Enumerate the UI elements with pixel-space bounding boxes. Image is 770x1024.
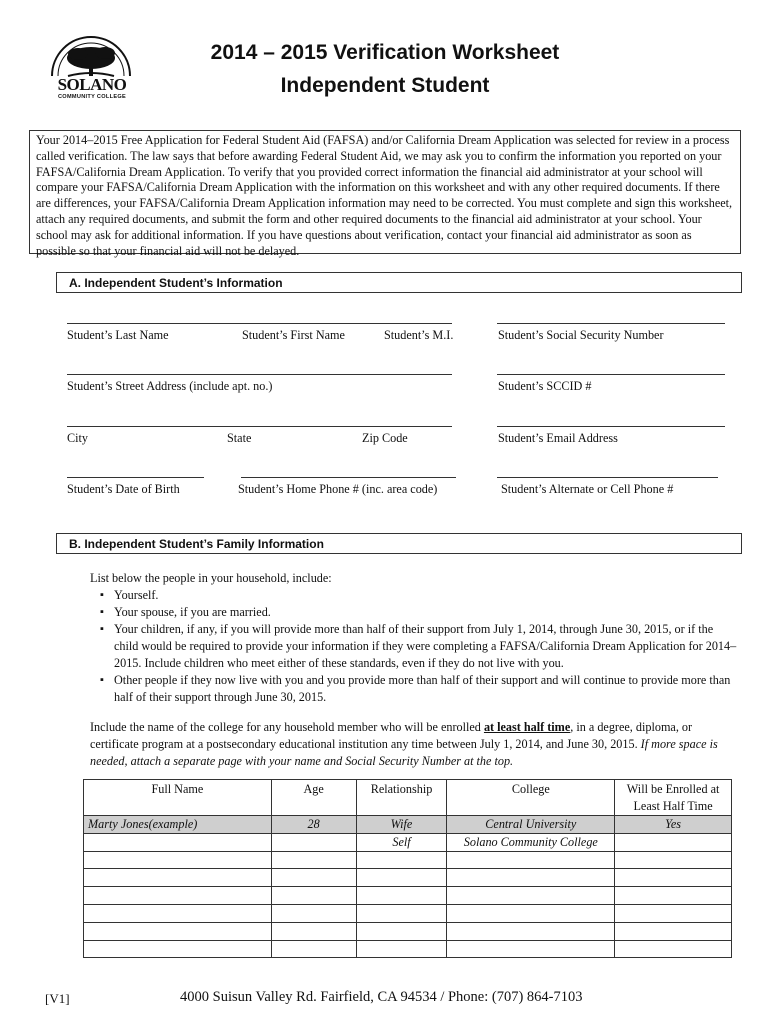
cell-enrolled: Yes [615,816,732,834]
street-label: Student’s Street Address (include apt. no.) [67,379,273,393]
cell-enrolled[interactable] [615,922,732,940]
cell-age[interactable] [271,940,356,958]
cell-relationship[interactable] [356,869,447,887]
table-row[interactable] [84,940,732,958]
footer-address: 4000 Suisun Valley Rd. Fairfield, CA 94534 / Phone: (707) 864-7103 [180,989,583,1005]
cell-college[interactable]: Solano Community College [447,833,615,851]
cell-full-name: Marty Jones(example) [84,816,272,834]
mi-label: Student’s M.I. [384,328,454,342]
household-table [83,779,732,958]
cell-full-name[interactable] [84,833,272,851]
table-row[interactable] [84,922,732,940]
alt-phone-line[interactable] [497,477,718,478]
alt-phone-label: Student’s Alternate or Cell Phone # [501,482,674,496]
email-label: Student’s Email Address [498,431,618,445]
cell-relationship[interactable]: Self [356,833,447,851]
cell-college[interactable] [447,869,615,887]
zip-label: Zip Code [362,431,408,445]
name-line[interactable] [67,323,452,324]
dob-label: Student’s Date of Birth [67,482,180,496]
cell-college[interactable] [447,940,615,958]
cell-enrolled[interactable] [615,887,732,905]
col-header-full-name: Full Name [84,780,272,816]
bullet-item: ▪ Yourself. [90,587,740,604]
ssn-line[interactable] [497,323,725,324]
table-row[interactable] [84,869,732,887]
section-b-heading: B. Independent Student’s Family Information [56,533,742,554]
cell-full-name[interactable] [84,904,272,922]
cell-age: 28 [271,816,356,834]
cell-college[interactable] [447,887,615,905]
family-instructions [90,570,740,770]
cell-relationship[interactable] [356,904,447,922]
list-intro: List below the people in your household, include: [90,571,332,585]
cell-age[interactable] [271,869,356,887]
cell-relationship[interactable] [356,922,447,940]
table-header-row [84,780,732,816]
cell-full-name[interactable] [84,940,272,958]
logo-wordmark: SOLANO [57,75,127,94]
cell-enrolled[interactable] [615,940,732,958]
cell-college[interactable] [447,904,615,922]
dob-line[interactable] [67,477,204,478]
include-college-instruction [90,719,740,770]
household-bullet-list [90,587,740,706]
version-label: [V1] [45,991,70,1006]
cell-age[interactable] [271,904,356,922]
home-phone-label: Student’s Home Phone # (inc. area code) [238,482,438,496]
city-state-zip-line[interactable] [67,426,452,427]
cell-relationship[interactable] [356,940,447,958]
cell-full-name[interactable] [84,869,272,887]
cell-age[interactable] [271,851,356,869]
ssn-label: Student’s Social Security Number [498,328,664,342]
cell-enrolled[interactable] [615,904,732,922]
cell-college[interactable] [447,851,615,869]
title-line-1: 2014 – 2015 Verification Worksheet [210,41,560,64]
cell-full-name[interactable] [84,922,272,940]
cell-enrolled[interactable] [615,869,732,887]
extra-space-note: If more space is needed, attach a separate page with your name and Social Security Number at the top. [90,737,718,768]
col-header-relationship: Relationship [356,780,447,816]
table-row[interactable] [84,851,732,869]
logo-subtitle: COMMUNITY COLLEGE [57,94,127,100]
table-row-example [84,816,732,834]
table-row[interactable] [84,887,732,905]
table-row[interactable] [84,904,732,922]
street-line[interactable] [67,374,452,375]
cell-age[interactable] [271,887,356,905]
cell-enrolled[interactable] [615,851,732,869]
cell-relationship[interactable] [356,851,447,869]
include-text-middle: , in a degree, diploma, or certificate program at a postsecondary educational institution any time between July 1, 2014, and June 30, 2015. [90,720,693,751]
intro-paragraph: Your 2014–2015 Free Application for Federal Student Aid (FAFSA) and/or California Dream Application was selected for review in a process called verification. The law says that before awarding Federal Student Aid, we may ask you to confirm the information you reported on your FAFSA/California Dream Application. To verify that you provided correct information the financial aid administrator at your school will compare your FAFSA/California Dream Application with the information on this worksheet and with any other required documents. If there are differences, your FAFSA/California Dream Application information may need to be corrected. You must complete and sign this worksheet, attach any required documents, and submit the form and other required documents to the financial aid administrator at your school. Your school may ask for additional information. If you have questions about verification, contact your financial aid administrator as soon as possible so that your financial aid will not be delayed. [29,130,741,254]
col-header-enrolled: Will be Enrolled at Least Half Time [615,780,732,816]
sccid-label: Student’s SCCID # [498,379,592,393]
city-label: City [67,431,88,445]
half-time-emphasis: at least half time [483,720,571,734]
sccid-line[interactable] [497,374,725,375]
cell-relationship: Wife [356,816,447,834]
cell-college[interactable] [447,922,615,940]
bullet-item: ▪ Other people if they now live with you and you provide more than half of their support and will continue to provide more than half of their support through June 30, 2015. [90,672,740,706]
cell-college: Central University [447,816,615,834]
state-label: State [227,431,252,445]
section-a-heading: A. Independent Student’s Information [56,272,742,293]
cell-age[interactable] [271,833,356,851]
bullet-item: ▪ Your spouse, if you are married. [90,604,740,621]
cell-age[interactable] [271,922,356,940]
first-name-label: Student’s First Name [242,328,345,342]
col-header-college: College [447,780,615,816]
page-title [150,36,620,102]
home-phone-line[interactable] [241,477,456,478]
cell-relationship[interactable] [356,887,447,905]
email-line[interactable] [497,426,725,427]
bullet-item: ▪ Your children, if any, if you will provide more than half of their support from July 1, 2014, through June 30, 2015, or if the child would be required to provide your information if they were completing a FAFSA/California Dream Application for 2014–2015. Include children who meet either of these standards, even if they do not live with you. [90,621,740,672]
cell-full-name[interactable] [84,887,272,905]
col-header-age: Age [271,780,356,816]
cell-enrolled[interactable] [615,833,732,851]
cell-full-name[interactable] [84,851,272,869]
include-text-start: Include the name of the college for any household member who will be enrolled [90,720,484,734]
last-name-label: Student’s Last Name [67,328,169,342]
table-row[interactable] [84,833,732,851]
title-line-2: Independent Student [280,74,490,97]
